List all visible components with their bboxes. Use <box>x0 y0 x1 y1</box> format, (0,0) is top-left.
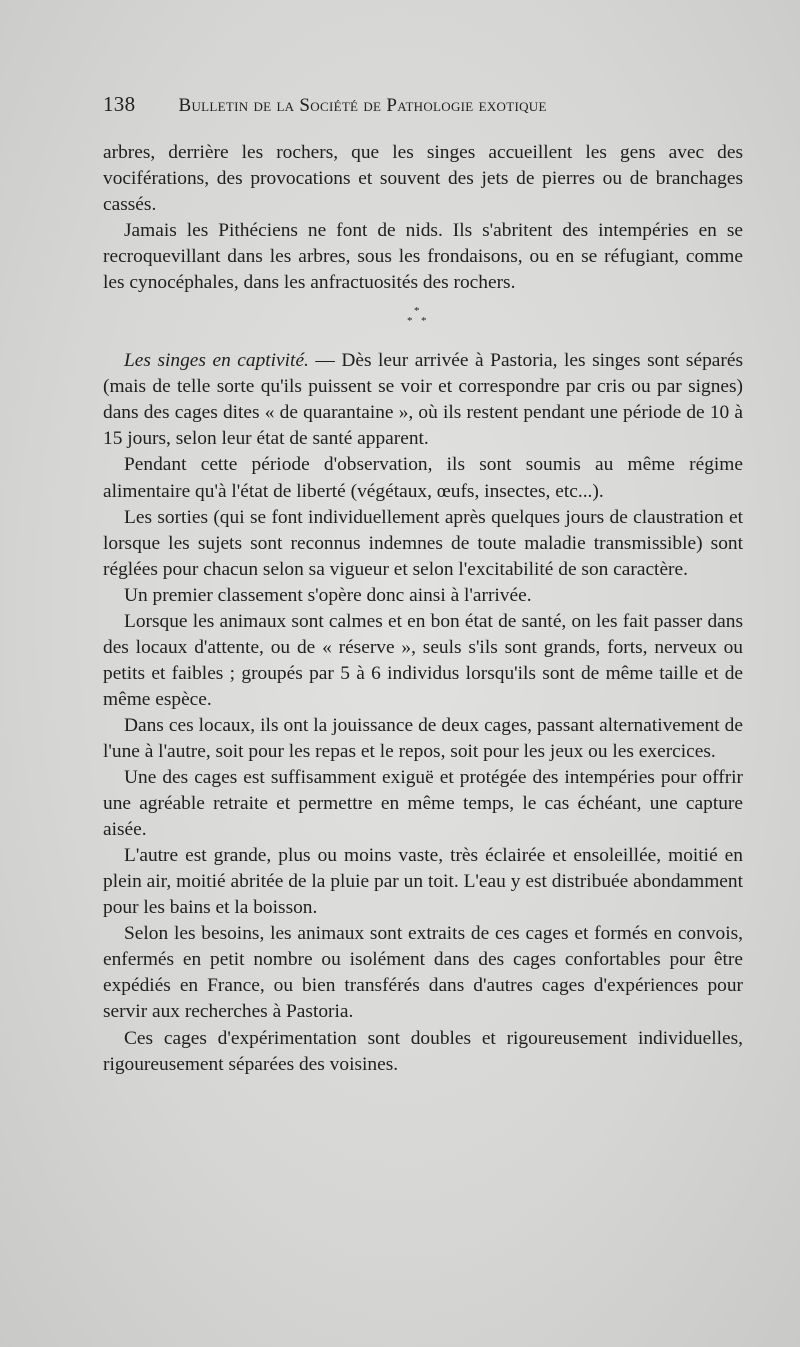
section-lead-text: — Dès leur arrivée à Pastoria, les singes sont séparés (mais de telle sorte qu'ils puissent se voir et correspondre par cris ou par signes) dans des cages dites « de quarantaine », où ils restent pendant une période de 10 à 15 jours, selon leur état de santé apparent. <box>103 350 743 450</box>
section-lead-paragraph <box>103 348 743 452</box>
section-separator <box>103 296 743 348</box>
page-number: 138 <box>103 92 136 116</box>
paragraph: Selon les besoins, les animaux sont extraits de ces cages et formés en convois, enfermés en petit nombre ou isolément dans des cages confortables pour être expédiés en France, ou bien transférés dans d'autres cages d'expériences pour servir aux recherches à Pastoria. <box>103 923 743 1023</box>
page-body <box>103 140 743 1078</box>
paragraph: Dans ces locaux, ils ont la jouissance de deux cages, passant alternativement de l'une à l'autre, soit pour les repas et le repos, soit pour les jeux ou les exercices. <box>103 714 743 762</box>
separator-star: * <box>421 315 427 328</box>
paragraph: Une des cages est suffisamment exiguë et protégée des intempéries pour offrir une agréable retraite et permettre en même temps, le cas échéant, une capture aisée. <box>103 767 743 841</box>
running-header <box>103 92 743 117</box>
paragraph: Jamais les Pithéciens ne font de nids. Ils s'abritent des intempéries en se recroquevillant dans les arbres, sous les frondaisons, ou en se réfugiant, comme les cynocéphales, dans les anfractuosités des rochers. <box>103 220 743 294</box>
paragraph: arbres, derrière les rochers, que les singes accueillent les gens avec des vociférations, des provocations et souvent des jets de pierres ou de branchages cassés. <box>103 142 743 216</box>
paragraph: Un premier classement s'opère donc ainsi à l'arrivée. <box>124 584 532 606</box>
section-lead-title: Les singes en captivité. <box>124 350 309 372</box>
paragraph: Ces cages d'expérimentation sont doubles et rigoureusement individuelles, rigoureusement séparées des voisines. <box>103 1027 743 1075</box>
paragraph: Lorsque les animaux sont calmes et en bon état de santé, on les fait passer dans des locaux d'attente, ou de « réserve », seuls s'ils sont grands, forts, nerveux ou petits et faibles ; groupés par 5 à 6 individus lorsqu'ils sont de même taille et de même espèce. <box>103 610 743 710</box>
paragraph: L'autre est grande, plus ou moins vaste, très éclairée et ensoleillée, moitié en plein air, moitié abritée de la pluie par un toit. L'eau y est distribuée abondamment pour les bains et la boisson. <box>103 845 743 919</box>
separator-star: * <box>407 315 413 328</box>
running-title: Bulletin de la Société de Pathologie exotique <box>178 95 547 116</box>
paragraph: Les sorties (qui se font individuellement après quelques jours de claustration et lorsque les sujets sont reconnus indemnes de toute maladie transmissible) sont réglées pour chacun selon sa vigueur et selon l'excitabilité de son caractère. <box>103 506 743 580</box>
paragraph: Pendant cette période d'observation, ils sont soumis au même régime alimentaire qu'à l'état de liberté (végétaux, œufs, insectes, etc...). <box>103 454 743 502</box>
separator-star: * <box>414 305 420 318</box>
